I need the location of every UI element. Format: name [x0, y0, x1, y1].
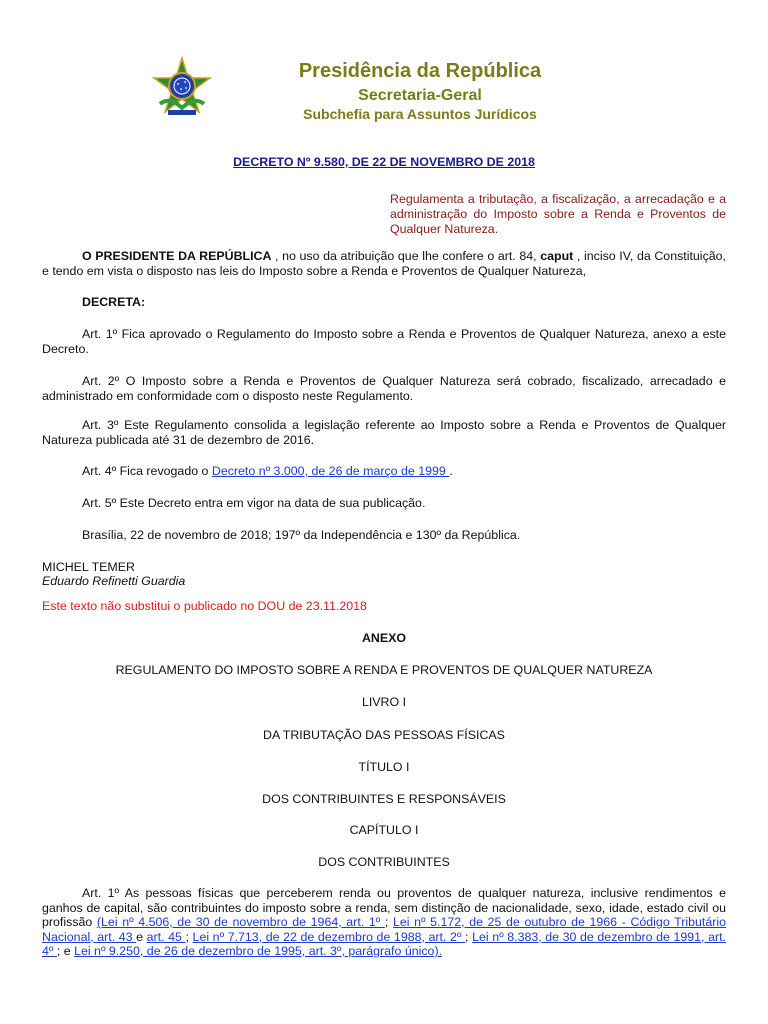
article-3: Art. 3º Este Regulamento consolida a legislação referente ao Imposto sobre a Renda e Proventos de Qualquer Natureza publicada até 31 de dezembro de 2016. [42, 418, 726, 447]
separator: ; e [56, 944, 75, 958]
article-2: Art. 2º O Imposto sobre a Renda e Proventos de Qualquer Natureza será cobrado, fiscalizado, arrecadado e administrado em conformidade com o disposto neste Regulamento. [42, 374, 726, 403]
livro-name: DA TRIBUTAÇÃO DAS PESSOAS FÍSICAS [263, 728, 505, 742]
preamble-lead: O PRESIDENTE DA REPÚBLICA [82, 249, 272, 263]
article-5: Art. 5º Este Decreto entra em vigor na data de sua publicação. [82, 496, 426, 510]
header-presidency: Presidência da República [298, 60, 542, 82]
article-4-prefix: Art. 4º Fica revogado o [82, 464, 212, 478]
regulation-title: REGULAMENTO DO IMPOSTO SOBRE A RENDA E PROVENTOS DE QUALQUER NATUREZA [115, 663, 653, 677]
header-secretariat: Secretaria-Geral [358, 87, 482, 104]
header-subchefia: Subchefia para Assuntos Jurídicos [303, 106, 537, 122]
preamble-text1: , no uso da atribuição que lhe confere o art. 84, [271, 249, 541, 263]
capitulo-name: DOS CONTRIBUINTES [318, 855, 450, 869]
titulo-heading: TÍTULO I [358, 760, 410, 774]
lei-5172-link[interactable]: Lei nº 5.172, de 25 de outubro de 1966 - Código Tributário Nacional, art. 43 [42, 915, 726, 944]
capitulo-heading: CAPÍTULO I [349, 823, 419, 837]
annex-article-1-text: Art. 1º As pessoas físicas que perceberem renda ou proventos de qualquer natureza, inclusive rendimentos e ganhos de capital, são contribuintes do imposto sobre a renda, sem distinção de nacionalidade, sexo, idade, estado civil ou profissão [42, 886, 726, 929]
annex-article-1 [42, 886, 726, 959]
decreta-heading: DECRETA: [82, 295, 146, 309]
signature-minister: Eduardo Refinetti Guardia [42, 574, 186, 588]
preamble [42, 249, 726, 279]
article-4-suffix: . [449, 464, 453, 478]
separator: e [136, 929, 147, 944]
decree-summary: Regulamenta a tributação, a fiscalização, a arrecadação e a administração do Imposto sobre a Renda e Proventos de Qualquer Natureza. [390, 192, 726, 236]
decree-title[interactable]: DECRETO Nº 9.580, DE 22 DE NOVEMBRO DE 2018 [233, 155, 535, 169]
article-4 [42, 464, 726, 479]
brazil-coat-of-arms-icon [150, 56, 214, 120]
art-45-link[interactable]: art. 45 [146, 929, 186, 944]
preamble-text2: , inciso IV, da Constituição, e tendo em vista o disposto nas leis do Imposto sobre a Renda e Proventos de Qualquer Natureza, [42, 249, 726, 278]
preamble-caput: caput [540, 249, 574, 263]
lei-8383-link[interactable]: Lei nº 8.383, de 30 de dezembro de 1991, art. 4º [42, 929, 726, 958]
place-date: Brasília, 22 de novembro de 2018; 197º da Independência e 130º da República. [82, 528, 521, 542]
separator: ; [465, 929, 473, 944]
separator: ; [185, 929, 193, 944]
livro-heading: LIVRO I [361, 695, 407, 709]
dou-note: Este texto não substitui o publicado no DOU de 23.11.2018 [42, 599, 367, 613]
separator: ; [384, 915, 393, 929]
annex-title: ANEXO [361, 631, 407, 645]
article-1: Art. 1º Fica aprovado o Regulamento do Imposto sobre a Renda e Proventos de Qualquer Natureza, anexo a este Decreto. [42, 327, 726, 356]
lei-9250-link[interactable]: Lei nº 9.250, de 26 de dezembro de 1995, art. 3º, parágrafo único). [74, 944, 443, 958]
decree-3000-link[interactable]: Decreto nº 3.000, de 26 de março de 1999 [211, 464, 450, 478]
titulo-name: DOS CONTRIBUINTES E RESPONSÁVEIS [262, 792, 506, 806]
lei-4506-link[interactable]: (Lei nº 4.506, de 30 de novembro de 1964, art. 1º [96, 915, 385, 929]
lei-7713-link[interactable]: Lei nº 7.713, de 22 de dezembro de 1988, art. 2º [192, 929, 466, 944]
signature-president: MICHEL TEMER [42, 560, 135, 574]
